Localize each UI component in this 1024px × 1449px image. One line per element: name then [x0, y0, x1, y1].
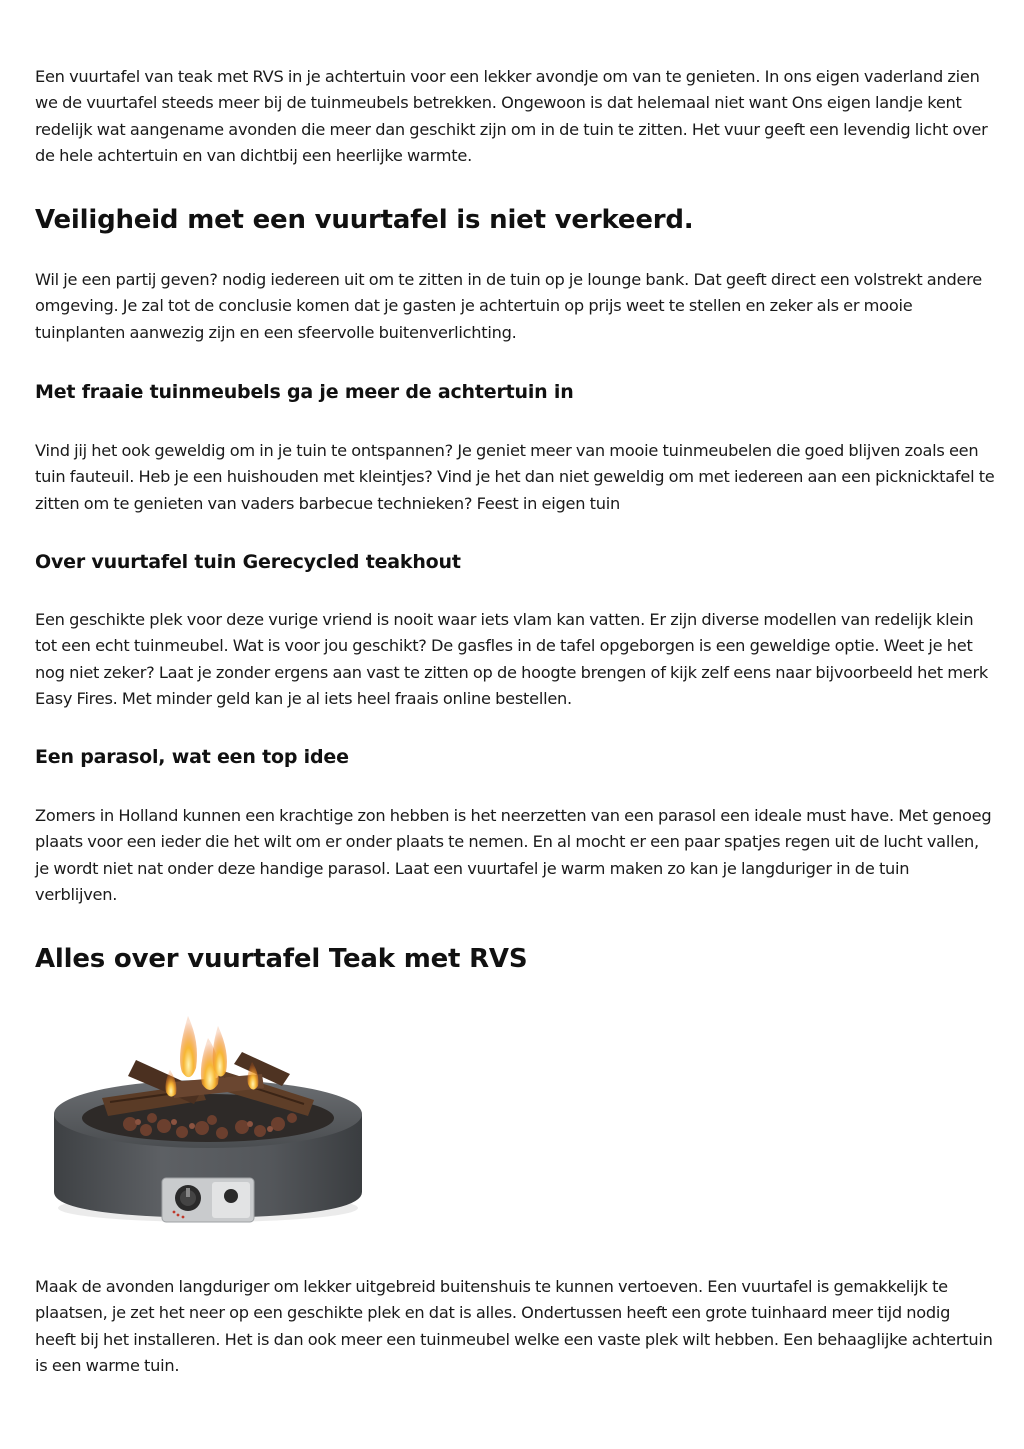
heading-veiligheid: Veiligheid met een vuurtafel is niet verkeerd. [35, 205, 694, 236]
heading-teakhout: Over vuurtafel tuin Gerecycled teakhout [35, 550, 461, 573]
fire-pit-image [52, 1012, 364, 1234]
heading-tuinmeubels: Met fraaie tuinmeubels ga je meer de achtertuin in [35, 381, 574, 404]
article [35, 64, 995, 975]
paragraph-teakhout: Een geschikte plek voor deze vurige vriend is nooit waar iets vlam kan vatten. Er zijn diverse modellen van redelijk klein tot een echt tuinmeubel. Wat is voor jou geschikt? De gasfles in de tafel opgeborgen is een geweldige optie. Weet je het nog niet zeker? Laat je zonder ergens aan vast te zitten op de hoogte brengen of kijk zelf eens naar bijvoorbeeld het merk Easy Fires. Met minder geld kan je al iets heel fraais online bestellen. [35, 609, 989, 708]
closing-paragraph: Maak de avonden langduriger om lekker uitgebreid buitenshuis te kunnen vertoeven. Een vuurtafel is gemakkelijk te plaatsen, je zet het neer op een geschikte plek en dat is alles. Ondertussen heeft een grote tuinhaard meer tijd nodig heeft bij het installeren. Het is dan ook meer een tuinmeubel welke een vaste plek wilt hebben. Een behaaglijke achtertuin is een warme tuin. [35, 1277, 993, 1375]
paragraph-party: Wil je een partij geven? nodig iedereen uit om te zitten in de tuin op je lounge bank. Dat geeft direct een volstrekt andere omgeving. Je zal tot de conclusie komen dat je gasten je achtertuin op prijs weet te stellen en zeker als er mooie tuinplanten aanwezig zijn en een sfeervolle buitenverlichting. [35, 270, 982, 342]
paragraph-tuinmeubels: Vind jij het ook geweldig om in je tuin te ontspannen? Je geniet meer van mooie tuinmeubelen die goed blijven zoals een tuin fauteuil. Heb je een huishouden met kleintjes? Vind je het dan niet geweldig om met iedereen aan een picknicktafel te zitten om te genieten van vaders barbecue technieken? Feest in eigen tuin [35, 441, 995, 513]
heading-parasol: Een parasol, wat een top idee [35, 746, 349, 769]
intro-paragraph: Een vuurtafel van teak met RVS in je achtertuin voor een lekker avondje om van te genieten. In ons eigen vaderland zien we de vuurtafel steeds meer bij de tuinmeubels betrekken. Ongewoon is dat helemaal niet want Ons eigen landje kent redelijk wat aangename avonden die meer dan geschikt zijn om in de tuin te zitten. Het vuur geeft een levendig licht over de hele achtertuin en van dichtbij een heerlijke warmte. [35, 67, 988, 165]
heading-alles-over: Alles over vuurtafel Teak met RVS [35, 944, 528, 975]
paragraph-parasol: Zomers in Holland kunnen een krachtige zon hebben is het neerzetten van een parasol een ideale must have. Met genoeg plaats voor een ieder die het wilt om er onder plaats te nemen. En al mocht er een paar spatjes regen uit de lucht vallen, je wordt niet nat onder deze handige parasol. Laat een vuurtafel je warm maken zo kan je langduriger in de tuin verblijven. [35, 806, 992, 905]
